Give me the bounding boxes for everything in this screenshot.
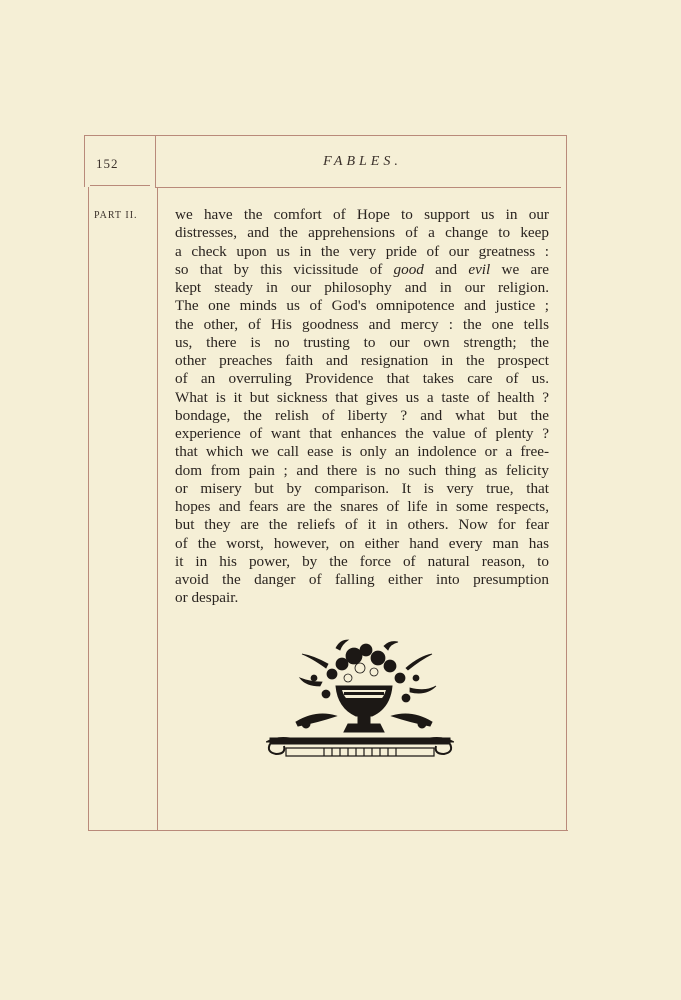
text-line: we have the comfort of Hope to support us in our	[175, 206, 549, 223]
text-line: or despair.	[175, 589, 239, 607]
frame-bottom-rule	[88, 830, 568, 831]
text-line: other preaches faith and resignation in the prospect	[175, 352, 549, 369]
text-line: us, there is no trusting to our own strength; the	[175, 333, 549, 351]
text-line: What is it but sickness that gives us a taste of health ?	[175, 388, 549, 406]
text-line: but they are the reliefs of it in others. Now for fear	[175, 516, 549, 534]
text-line: avoid the danger of falling either into presumption	[175, 571, 549, 588]
column-divider-rule-lower	[157, 187, 158, 830]
text-line: dom from pain ; and there is no such thing as felicity	[175, 461, 549, 479]
text-line: of the worst, however, on either hand every man has	[175, 534, 549, 552]
frame-left-inner-rule	[88, 187, 89, 831]
text-line: the other, of His goodness and mercy : the one tells	[175, 315, 549, 333]
header-rule-left	[90, 185, 150, 186]
text-line: of an overruling Providence that takes care of us.	[175, 370, 549, 388]
frame-top-rule	[84, 135, 567, 136]
text-line: that which we call ease is only an indolence or a free-	[175, 443, 549, 461]
text-line: The one minds us of God's omnipotence and justice ;	[175, 297, 549, 315]
column-divider-rule	[155, 135, 156, 187]
text-line: hopes and fears are the snares of life in some respects,	[175, 498, 549, 515]
text-line: it in his power, by the force of natural reason, to	[175, 552, 549, 570]
body-paragraph	[175, 206, 549, 608]
text-fragment: so that by this vicissitude of	[175, 260, 394, 278]
frame-right-rule	[566, 135, 567, 831]
text-line: bondage, the relish of liberty ? and what but the	[175, 406, 549, 424]
text-line: distresses, and the apprehensions of a change to keep	[175, 224, 549, 242]
text-line-with-italics	[175, 261, 549, 279]
part-label: PART II.	[94, 210, 138, 221]
text-line: or misery but by comparison. It is very true, that	[175, 479, 549, 497]
italic-word-good: good	[393, 260, 424, 278]
text-line: experience of want that enhances the value of plenty ?	[175, 425, 549, 442]
running-head: FABLES.	[323, 154, 402, 169]
italic-word-evil: evil	[468, 260, 491, 278]
text-fragment: we are	[490, 260, 549, 278]
frame-left-outer-rule	[84, 135, 85, 187]
page-number: 152	[96, 156, 119, 171]
text-line: a check upon us in the very pride of our greatness :	[175, 242, 549, 260]
header-rule	[155, 187, 561, 188]
urn-with-flowers-vignette-icon	[266, 638, 454, 762]
text-fragment: and	[423, 260, 469, 278]
text-line: kept steady in our philosophy and in our religion.	[175, 279, 549, 296]
